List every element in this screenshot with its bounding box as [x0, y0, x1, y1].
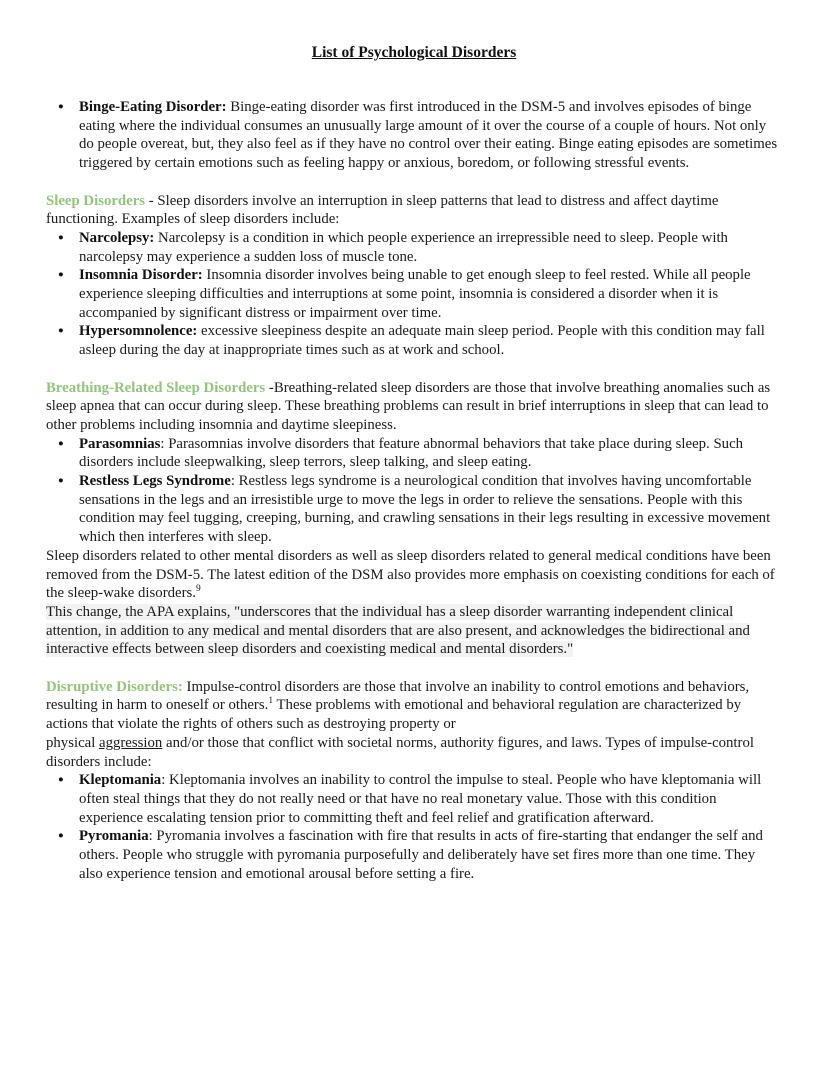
- term-pyromania: Pyromania: [79, 828, 149, 845]
- aggression-link[interactable]: aggression: [99, 734, 163, 751]
- disruptive-disorders-list: [46, 771, 782, 883]
- list-item-parasomnias: [79, 435, 782, 472]
- page-title: List of Psychological Disorders: [311, 44, 517, 61]
- dsm-removed-text: Sleep disorders related to other mental disorders as well as sleep disorders related to general medical conditions have been removed from the DSM-5. The latest edition of the DSM also provides more emphasis on coexisting conditions for each of the sleep-wake disorders.: [46, 547, 775, 602]
- footnote-1: 1: [268, 696, 274, 707]
- sleep-disorders-paragraph: [46, 192, 782, 229]
- desc-pyromania: : Pyromania involves a fascination with fire that results in acts of fire-starting that endanger the self and others. People who struggle with pyromania purposefully and deliberately have set fires more than one time. They also experience tension and emotional arousal before setting a fire.: [79, 828, 763, 882]
- list-item-restless-legs: [79, 472, 782, 547]
- apa-quote-paragraph: [46, 603, 782, 659]
- dsm-removed-paragraph: [46, 547, 782, 603]
- sleep-disorders-intro: - Sleep disorders involve an interruption in sleep patterns that lead to distress and affect daytime functioning. Examples of sleep disorders include:: [46, 192, 719, 228]
- section-heading-breathing-related: Breathing-Related Sleep Disorders: [46, 379, 266, 396]
- desc-narcolepsy: Narcolepsy is a condition in which people experience an irrepressible need to sleep. People with narcolepsy may experience a sudden loss of muscle tone.: [79, 229, 728, 265]
- disruptive-text-2: These problems with emotional and behavioral regulation are characterized by actions that violate the rights of others such as destroying property or: [46, 697, 742, 733]
- list-item-narcolepsy: [79, 229, 782, 266]
- term-restless-legs: Restless Legs Syndrome: [79, 473, 231, 490]
- list-item-kleptomania: [79, 771, 782, 827]
- apa-quote-highlighted-text: This change, the APA explains, "underscores that the individual has a sleep disorder warranting independent clinical attention, in addition to any medical and mental disorders that are also present, and acknowledges the bidirectional and interactive effects between sleep disorders and coexisting medical and mental disorders.": [46, 603, 750, 658]
- term-parasomnias: Parasomnias: [79, 435, 161, 452]
- term-hypersomnolence: Hypersomnolence:: [79, 323, 198, 340]
- binge-eating-list: [46, 98, 782, 173]
- term-kleptomania: Kleptomania: [79, 772, 162, 789]
- desc-hypersomnolence: excessive sleepiness despite an adequate main sleep period. People with this condition may fall asleep during the day at inappropriate times such as at work and school.: [79, 323, 765, 359]
- footnote-9: 9: [195, 584, 201, 595]
- section-heading-sleep-disorders: Sleep Disorders: [46, 192, 146, 209]
- breathing-related-intro: -Breathing-related sleep disorders are those that involve breathing anomalies such as sleep apnea that can occur during sleep. These breathing problems can result in brief interruptions in sleep that can lead to other problems including insomnia and daytime sleepiness.: [46, 379, 771, 433]
- desc-insomnia: Insomnia disorder involves being unable to get enough sleep to feel rested. While all people experience sleeping difficulties and interruptions at some point, insomnia is considered a disorder when it is accompanied by significant distress or impairment over time.: [79, 267, 751, 321]
- disruptive-disorders-paragraph: [46, 678, 782, 772]
- list-item-hypersomnolence: [79, 322, 782, 359]
- list-item-binge-eating: [79, 98, 782, 173]
- desc-restless-legs: : Restless legs syndrome is a neurological condition that involves having uncomfortable sensations in the legs and an irresistible urge to move the legs in order to relieve the sensations. People with this condition may feel tugging, creeping, burning, and crawling sensations in their legs resulting in excessive movement which then interferes with sleep.: [79, 473, 771, 546]
- list-item-pyromania: [79, 827, 782, 883]
- section-heading-disruptive-disorders: Disruptive Disorders:: [46, 678, 183, 695]
- term-insomnia: Insomnia Disorder:: [79, 267, 203, 284]
- term-narcolepsy: Narcolepsy:: [79, 229, 155, 246]
- disruptive-text-4: and/or those that conflict with societal norms, authority figures, and laws. Types of impulse-control disorders include:: [46, 734, 754, 770]
- list-item-insomnia: [79, 266, 782, 322]
- desc-binge-eating: Binge-eating disorder was first introduced in the DSM-5 and involves episodes of binge eating where the individual consumes an unusually large amount of it over the course of a couple of hours. Not only do people overeat, but, they also feel as if they have no control over their eating. Binge eating episodes are sometimes triggered by certain emotions such as feeling happy or anxious, boredom, or following stressful events.: [79, 99, 778, 172]
- breathing-related-list: [46, 435, 782, 547]
- sleep-disorders-list: [46, 229, 782, 360]
- disruptive-text-3: physical: [46, 734, 100, 751]
- term-binge-eating: Binge-Eating Disorder:: [79, 99, 227, 115]
- disruptive-text-1: Impulse-control disorders are those that involve an inability to control emotions and behaviors, resulting in harm to oneself or others.: [46, 678, 750, 714]
- breathing-related-paragraph: [46, 379, 782, 435]
- desc-parasomnias: : Parasomnias involve disorders that feature abnormal behaviors that take place during sleep. Such disorders include sleepwalking, sleep terrors, sleep talking, and sleep eating.: [79, 435, 744, 471]
- desc-kleptomania: : Kleptomania involves an inability to control the impulse to steal. People who have kleptomania will often steal things that they do not really need or that have no real monetary value. Those with this condition experience escalating tension prior to committing theft and feel relief and gratification afterward.: [79, 772, 762, 826]
